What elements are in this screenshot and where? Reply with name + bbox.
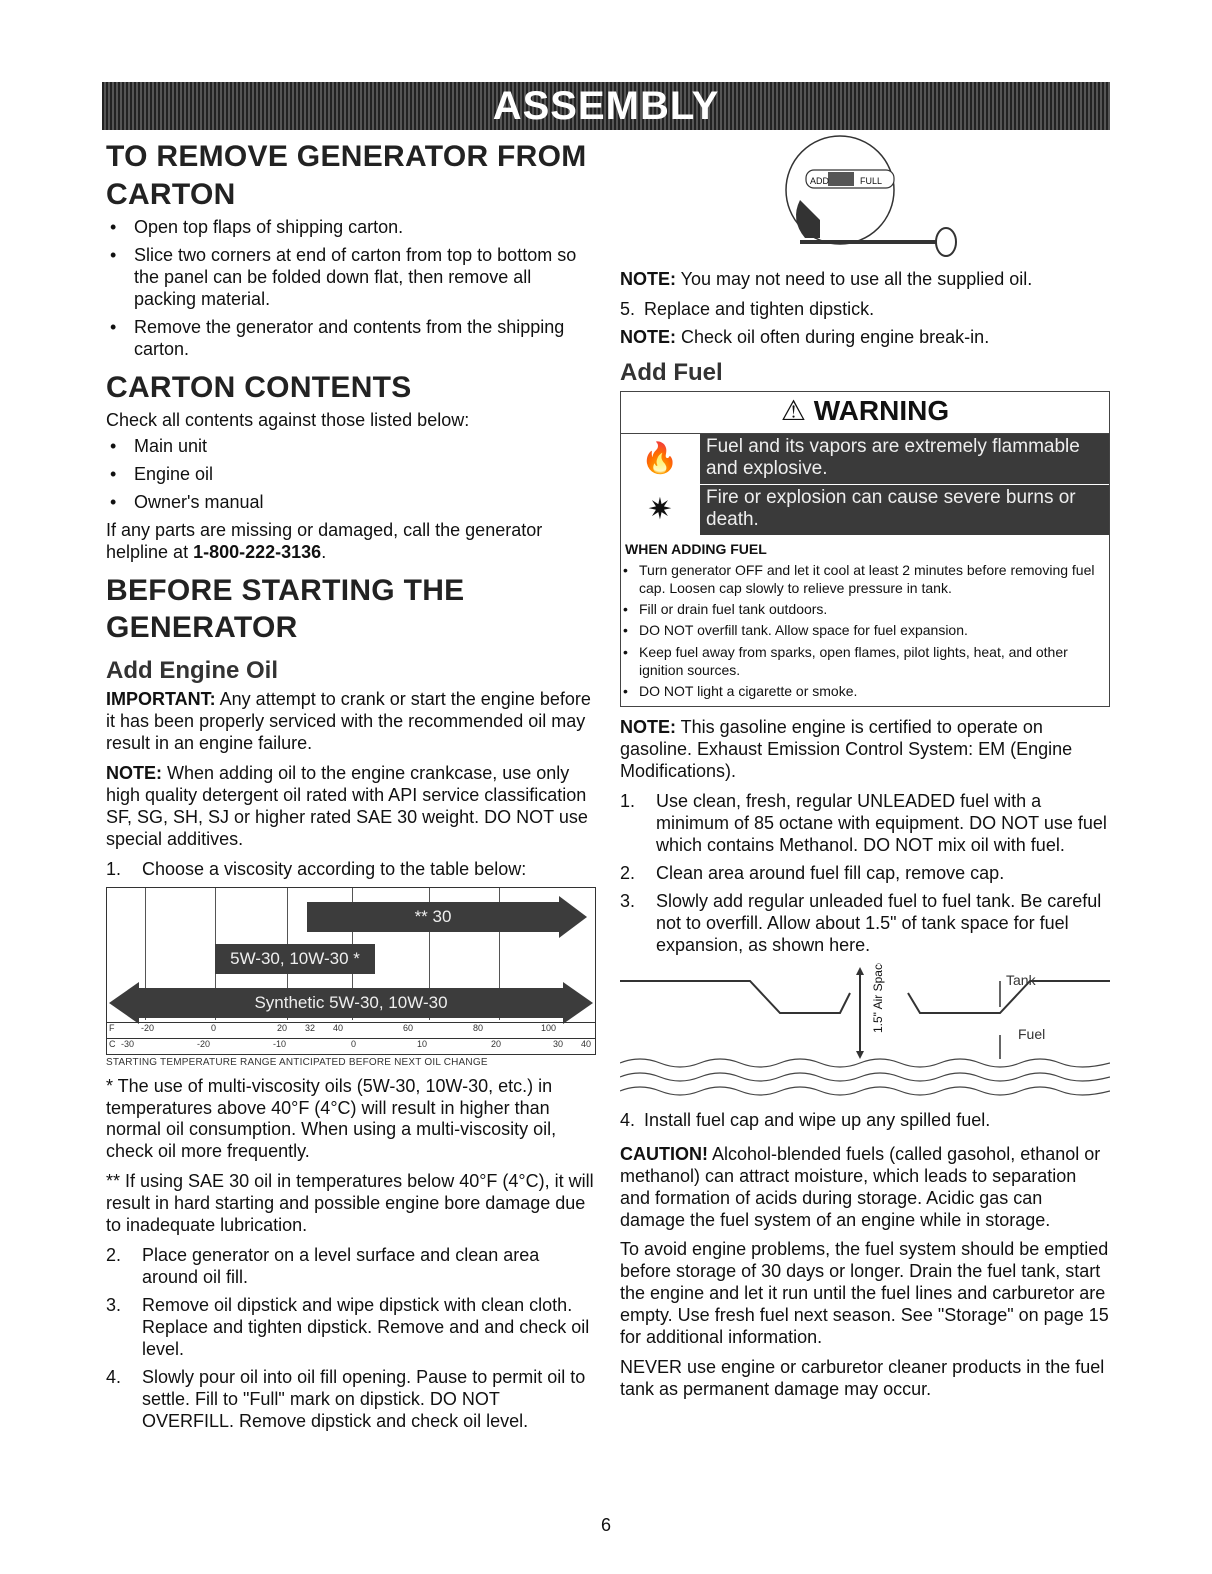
- supplied-oil-note: NOTE: You may not need to use all the supplied oil.: [620, 269, 1033, 289]
- fire-icon: 🔥: [621, 434, 700, 484]
- section-banner: [102, 82, 1110, 130]
- oil-note-paragraph: NOTE: When adding oil to the engine crankcase, use only high quality detergent oil rated with API service classification SF, SG, SH, SJ or higher rated SAE 30 weight. DO NOT use special additives.: [106, 762, 588, 849]
- important-paragraph: IMPORTANT: Any attempt to crank or start the engine before it has been properly serviced with the recommended oil may result in an engine failure.: [106, 688, 591, 753]
- fuel-note: NOTE: This gasoline engine is certified to operate on gasoline. Exhaust Emission Control System: EM (Engine Modifications).: [620, 717, 1073, 782]
- list-item: 1. Choose a viscosity according to the table below:: [106, 858, 527, 879]
- list-item: • DO NOT overfill tank. Allow space for fuel expansion.: [621, 621, 1109, 639]
- air-space-label: 1.5" Air Space: [871, 962, 885, 1033]
- dipstick-add-label: ADD: [810, 176, 830, 186]
- fuel-tank-diagram: [620, 963, 1110, 1113]
- fahrenheit-scale: F -20 0 20 32 40 60 80 100: [107, 1022, 595, 1039]
- never-paragraph: NEVER use engine or carburetor cleaner products in the fuel tank as permanent damage may occur.: [620, 1357, 1105, 1400]
- right-column: [620, 130, 1110, 1409]
- dipstick-illustration: [620, 130, 1110, 260]
- remove-heading: TO REMOVE GENERATOR FROM CARTON: [106, 140, 587, 211]
- chart-bar-30: ** 30: [307, 902, 559, 932]
- celsius-scale: C -30 -20 -10 0 10 20 30 40: [107, 1038, 595, 1053]
- oil-step-5: [620, 299, 1110, 321]
- list-item: • Owner's manual: [106, 492, 596, 514]
- contents-intro: Check all contents against those listed below:: [106, 410, 470, 431]
- tank-label: Tank: [1006, 971, 1036, 988]
- list-item: • Fill or drain fuel tank outdoors.: [621, 600, 1109, 618]
- list-item: 3. Slowly add regular unleaded fuel to fuel tank. Be careful not to overfill. Allow about 1.5" of tank space for fuel expansion, as shown here.: [620, 890, 1102, 955]
- dipstick-full-label: FULL: [860, 176, 883, 186]
- list-item: • Engine oil: [106, 464, 596, 486]
- remove-list: [106, 217, 596, 361]
- footnote-single: * The use of multi-viscosity oils (5W-30, 10W-30, etc.) in temperatures above 40°F (4°C) will result in higher than normal oil consumption. When using a multi-viscosity oil, check oil more frequently.: [106, 1075, 557, 1162]
- list-item: 5. Replace and tighten dipstick.: [620, 298, 875, 319]
- list-item: 1. Use clean, fresh, regular UNLEADED fuel with a minimum of 85 octane with equipment. DO NOT use fuel which contains Methanol. DO NOT mix oil with fuel.: [620, 791, 1107, 855]
- explosion-icon: ✷: [621, 485, 700, 535]
- list-item: 4. Slowly pour oil into oil fill opening. Pause to permit oil to settle. Fill to "Full" mark on dipstick. DO NOT OVERFILL. Remove dipstick and check oil level.: [106, 1367, 586, 1431]
- list-item: 4. Install fuel cap and wipe up any spilled fuel.: [620, 1109, 991, 1130]
- break-in-note: NOTE: Check oil often during engine break-in.: [620, 326, 990, 347]
- oil-step-1: [106, 859, 596, 881]
- list-item: 3. Remove oil dipstick and wipe dipstick with clean cloth. Replace and tighten dipstick. Remove and and check oil level.: [106, 1295, 590, 1360]
- chart-bar-multi: 5W-30, 10W-30 *: [215, 944, 375, 974]
- fuel-step-4: [620, 1110, 1110, 1132]
- left-column: [106, 130, 596, 1439]
- fuel-label: Fuel: [1018, 1025, 1046, 1042]
- viscosity-chart: [106, 887, 596, 1055]
- add-fuel-heading: Add Fuel: [620, 358, 723, 386]
- list-item: • Keep fuel away from sparks, open flames, pilot lights, heat, and other ignition sources.: [621, 643, 1109, 679]
- list-item: • Open top flaps of shipping carton.: [106, 217, 596, 239]
- list-item: 2. Clean area around fuel fill cap, remove cap.: [620, 862, 1005, 883]
- oil-steps: [106, 1245, 596, 1433]
- chart-caption: STARTING TEMPERATURE RANGE ANTICIPATED BEFORE NEXT OIL CHANGE: [106, 1056, 488, 1068]
- warning-triangle-icon: ⚠: [780, 394, 806, 426]
- list-item: • Remove the generator and contents from the shipping carton.: [106, 317, 596, 361]
- list-item: • Main unit: [106, 436, 596, 458]
- banner-title: ASSEMBLY: [492, 83, 720, 128]
- before-heading: BEFORE STARTING THE GENERATOR: [106, 573, 465, 645]
- fuel-steps: [620, 791, 1110, 957]
- warning-subheading: WHEN ADDING FUEL: [625, 540, 767, 557]
- page-number: 6: [600, 1515, 611, 1535]
- add-oil-subheading: Add Engine Oil: [106, 656, 278, 684]
- helpline-phone: 1-800-222-3136: [193, 541, 322, 562]
- chart-bar-synthetic: Synthetic 5W-30, 10W-30: [139, 988, 563, 1018]
- contents-list: [106, 436, 596, 514]
- warning-header: ⚠ WARNING: [621, 392, 1109, 434]
- list-item: • Turn generator OFF and let it cool at least 2 minutes before removing fuel cap. Loosen cap slowly to relieve pressure in tank.: [621, 561, 1109, 597]
- list-item: • DO NOT light a cigarette or smoke.: [621, 682, 1109, 700]
- caution-paragraph: CAUTION! Alcohol-blended fuels (called gasohol, ethanol or methanol) can attract moisture, which leads to separation and formation of acids during storage. Acidic gas can damage the fuel system of an engine while in storage.: [620, 1143, 1101, 1230]
- storage-paragraph: To avoid engine problems, the fuel system should be emptied before storage of 30 days or longer. Drain the fuel tank, start the engine and let it run until the fuel lines and carburetor are empty. Use fresh fuel next season. See "Storage" on page 15 for additional information.: [620, 1239, 1109, 1348]
- missing-parts-text: If any parts are missing or damaged, call the generator helpline at 1-800-222-3136.: [106, 520, 543, 562]
- list-item: 2. Place generator on a level surface and clean area around oil fill.: [106, 1245, 540, 1288]
- warning-box: [620, 391, 1110, 707]
- footnote-double: ** If using SAE 30 oil in temperatures below 40°F (4°C), it will result in hard starting and possible engine bore damage due to inadequate lubrication.: [106, 1171, 594, 1236]
- warning-burns: Fire or explosion can cause severe burns or death.: [700, 485, 1109, 535]
- warning-flammable: Fuel and its vapors are extremely flammable and explosive.: [700, 434, 1109, 484]
- list-item: • Slice two corners at end of carton from top to bottom so the panel can be folded down flat, then remove all packing material.: [106, 245, 596, 311]
- warning-list: [621, 561, 1109, 700]
- contents-heading: CARTON CONTENTS: [106, 370, 412, 404]
